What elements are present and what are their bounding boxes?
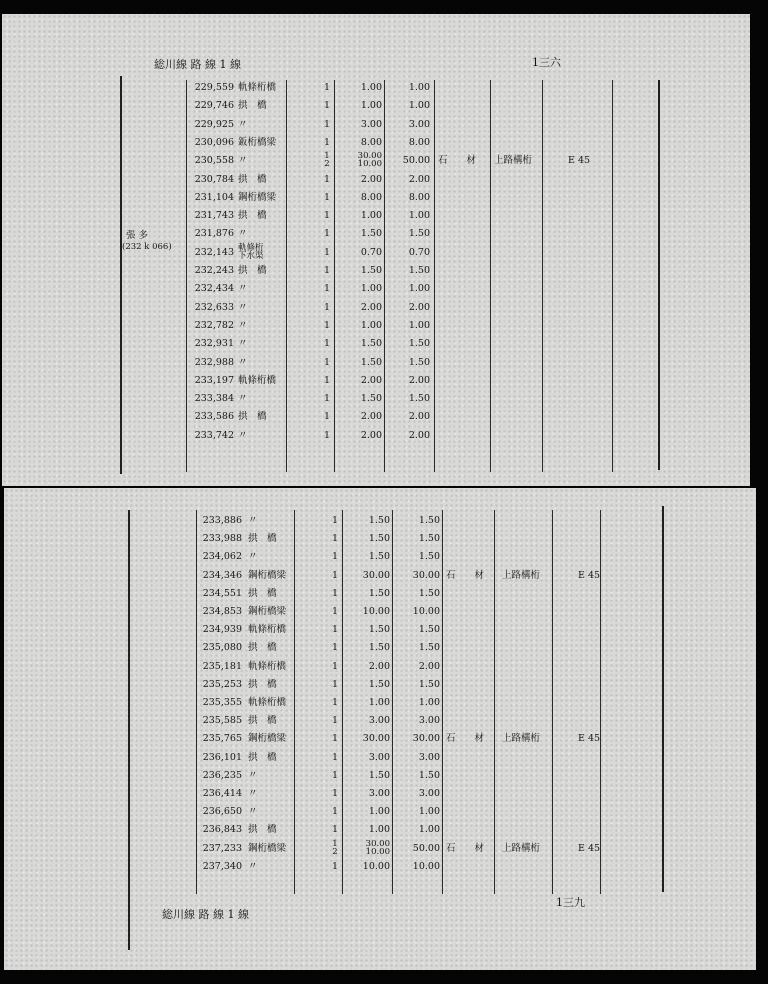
row-span-length: 1.00 (360, 283, 382, 295)
row-load-class: E 45 (578, 569, 601, 581)
row-km: 232,782 (194, 319, 234, 331)
row-total-length: 1.50 (418, 642, 440, 654)
row-km: 230,096 (194, 136, 234, 148)
row-span-length: 0.70 (360, 246, 382, 258)
row-km: 231,104 (194, 191, 234, 203)
row-total-length: 2.00 (418, 660, 440, 672)
row-km: 229,746 (194, 100, 234, 112)
row-total-length: 1.50 (408, 265, 430, 276)
row-km: 229,925 (194, 118, 234, 130)
row-span-length: 1.50 (360, 265, 382, 276)
table-rule (658, 80, 660, 470)
row-km: 234,939 (202, 624, 242, 636)
row-span-length: 3.00 (368, 788, 390, 799)
row-span-length: 1.00 (360, 319, 382, 331)
row-span-count: 1 (323, 136, 331, 148)
row-km: 233,384 (194, 393, 234, 405)
row-span-length: 1.50 (360, 393, 382, 405)
row-total-length: 10.00 (412, 606, 440, 617)
row-total-length: 1.50 (418, 515, 440, 526)
row-material: 石 材 (438, 155, 477, 167)
row-km: 234,551 (202, 587, 242, 599)
row-span-count: 1 (323, 374, 331, 386)
row-span-count: 1 (323, 411, 331, 423)
row-span-length: 1.50 (360, 338, 382, 350)
row-span-length: 1.00 (360, 82, 382, 93)
row-span-length: 30.00 10.00 (357, 151, 382, 170)
column-rule (434, 80, 435, 472)
row-total-length: 2.00 (408, 374, 430, 386)
page-number: 1三六 (532, 56, 561, 69)
row-span-length: 2.00 (360, 301, 382, 313)
row-span-length: 1.00 (368, 806, 390, 818)
page-footer-left: 総川線 路 線 1 線 (162, 908, 249, 921)
row-km: 235,765 (202, 733, 242, 745)
row-km: 236,650 (202, 806, 242, 818)
row-km: 229,559 (194, 82, 234, 93)
row-span-length: 30.00 (362, 569, 390, 581)
row-km: 231,743 (194, 210, 234, 222)
row-span-count: 1 2 (332, 838, 338, 857)
row-structure-type: 拱 橋 (238, 100, 267, 112)
row-structure-type: 軌條桁橋 (238, 374, 277, 386)
row-structure-type: 軌條桁橋 (248, 697, 287, 708)
row-total-length: 30.00 (412, 733, 440, 745)
row-total-length: 1.50 (418, 533, 440, 545)
row-structure-type: 軌條桁橋 (238, 82, 277, 93)
row-structure-type: 拱 橋 (248, 678, 277, 690)
row-total-length: 1.50 (408, 393, 430, 405)
row-structure-type: 〃 (248, 769, 258, 781)
row-span-count: 1 (323, 100, 331, 112)
row-span-length: 2.00 (360, 411, 382, 423)
row-km: 235,585 (202, 715, 242, 727)
row-structure-type: 〃 (238, 118, 248, 130)
row-span-length: 1.00 (360, 210, 382, 222)
row-span-count: 1 (331, 824, 339, 836)
row-total-length: 1.00 (408, 210, 430, 222)
row-span-length: 1.50 (368, 642, 390, 654)
row-span-count: 1 (323, 283, 331, 295)
row-total-length: 1.00 (408, 283, 430, 295)
row-total-length: 1.50 (408, 356, 430, 368)
table-rule (662, 506, 664, 892)
row-span-length: 30.00 (362, 733, 390, 745)
row-km: 233,988 (202, 533, 242, 545)
row-structure-type: 〃 (248, 515, 258, 526)
row-span-count: 1 (323, 429, 331, 441)
row-total-length: 1.50 (418, 587, 440, 599)
row-span-count: 1 (331, 678, 339, 690)
row-structure-type: 拱 橋 (248, 533, 277, 545)
row-total-length: 8.00 (408, 191, 430, 203)
row-span-count: 1 (331, 515, 339, 526)
row-structure-type: 軌條桁橋 (248, 660, 287, 672)
row-span-count: 1 (323, 265, 331, 276)
row-structure-type: 拱 橋 (248, 751, 277, 763)
row-span-length: 10.00 (362, 606, 390, 617)
column-rule (490, 80, 491, 472)
row-span-count: 1 (331, 806, 339, 818)
station-name: 張 多 (126, 230, 149, 241)
row-span-count: 1 (331, 569, 339, 581)
row-km: 233,886 (202, 515, 242, 526)
row-span-count: 1 (331, 788, 339, 799)
row-span-count: 1 (331, 697, 339, 708)
row-span-length: 1.50 (368, 624, 390, 636)
row-structure-type: 拱 橋 (238, 210, 267, 222)
row-structure-type: 拱 橋 (248, 715, 277, 727)
row-total-length: 1.00 (408, 82, 430, 93)
row-structure-type: 鋼桁橋梁 (248, 606, 287, 617)
row-total-length: 2.00 (408, 173, 430, 185)
row-total-length: 1.00 (408, 319, 430, 331)
row-km: 234,346 (202, 569, 242, 581)
row-structure-type: 〃 (248, 551, 258, 563)
row-floor-type: 上路構桁 (502, 733, 541, 745)
row-span-count: 1 (323, 191, 331, 203)
row-load-class: E 45 (578, 842, 601, 854)
row-km: 230,558 (194, 155, 234, 167)
row-total-length: 2.00 (408, 301, 430, 313)
row-km: 237,340 (202, 860, 242, 872)
row-span-count: 1 (331, 624, 339, 636)
row-material: 石 材 (446, 569, 485, 581)
row-total-length: 1.50 (418, 624, 440, 636)
table-rule (128, 510, 130, 950)
row-km: 233,197 (194, 374, 234, 386)
row-span-length: 2.00 (368, 660, 390, 672)
table-rule (120, 76, 122, 474)
row-total-length: 0.70 (408, 246, 430, 258)
row-span-count: 1 (331, 606, 339, 617)
column-rule (600, 510, 601, 894)
row-structure-type: 〃 (238, 429, 248, 441)
row-km: 232,633 (194, 301, 234, 313)
row-span-count: 1 (331, 587, 339, 599)
row-span-length: 1.50 (368, 587, 390, 599)
row-structure-type: 〃 (238, 338, 248, 350)
row-span-count: 1 (331, 733, 339, 745)
row-total-length: 8.00 (408, 136, 430, 148)
row-total-length: 1.50 (408, 338, 430, 350)
station-km: (232 k 066) (122, 242, 172, 252)
row-structure-type: 鋼桁橋梁 (248, 569, 287, 581)
row-km: 235,080 (202, 642, 242, 654)
row-span-length: 8.00 (360, 136, 382, 148)
row-span-count: 1 (331, 642, 339, 654)
row-km: 235,253 (202, 678, 242, 690)
row-km: 236,414 (202, 788, 242, 799)
row-km: 233,586 (194, 411, 234, 423)
row-structure-type: 軌條桁橋 (248, 624, 287, 636)
row-structure-type: 〃 (238, 356, 248, 368)
column-rule (442, 510, 443, 894)
row-span-count: 1 (331, 860, 339, 872)
column-rule (384, 80, 385, 472)
row-floor-type: 上路構桁 (502, 842, 541, 854)
top-page (2, 14, 750, 486)
row-km: 232,434 (194, 283, 234, 295)
row-km: 232,931 (194, 338, 234, 350)
row-total-length: 50.00 (412, 842, 440, 854)
row-structure-type: 拱 橋 (238, 265, 267, 276)
row-total-length: 3.00 (418, 788, 440, 799)
row-span-count: 1 (323, 228, 331, 240)
row-span-length: 1.50 (360, 356, 382, 368)
row-total-length: 1.00 (418, 697, 440, 708)
row-span-count: 1 (331, 533, 339, 545)
row-structure-type: 〃 (238, 301, 248, 313)
row-km: 235,181 (202, 660, 242, 672)
column-rule (334, 80, 335, 472)
column-rule (612, 80, 613, 472)
row-km: 236,235 (202, 769, 242, 781)
row-span-count: 1 (323, 118, 331, 130)
row-span-length: 1.00 (360, 100, 382, 112)
row-material: 石 材 (446, 733, 485, 745)
row-total-length: 1.00 (408, 100, 430, 112)
row-structure-type: 軌條桁 下水渠 (238, 242, 264, 261)
row-total-length: 2.00 (408, 411, 430, 423)
row-structure-type: 鋼桁橋梁 (248, 842, 287, 854)
row-total-length: 1.50 (418, 678, 440, 690)
row-structure-type: 鋼桁橋梁 (238, 191, 277, 203)
row-load-class: E 45 (568, 155, 591, 167)
row-km: 236,101 (202, 751, 242, 763)
row-structure-type: 鈑桁橋梁 (238, 136, 277, 148)
row-km: 236,843 (202, 824, 242, 836)
column-rule (552, 510, 553, 894)
row-span-count: 1 (323, 210, 331, 222)
column-rule (392, 510, 393, 894)
row-span-length: 1.00 (368, 697, 390, 708)
row-span-length: 1.50 (368, 678, 390, 690)
row-span-length: 1.00 (368, 824, 390, 836)
row-span-length: 3.00 (368, 751, 390, 763)
row-structure-type: 拱 橋 (248, 824, 277, 836)
row-structure-type: 〃 (238, 228, 248, 240)
row-span-count: 1 (331, 551, 339, 563)
row-span-count: 1 2 (324, 151, 330, 170)
row-span-length: 1.50 (360, 228, 382, 240)
row-structure-type: 〃 (248, 788, 258, 799)
row-km: 234,062 (202, 551, 242, 563)
row-span-length: 3.00 (368, 715, 390, 727)
row-total-length: 3.00 (418, 715, 440, 727)
row-floor-type: 上路構桁 (494, 155, 533, 167)
row-span-length: 2.00 (360, 429, 382, 441)
row-total-length: 1.50 (418, 551, 440, 563)
row-span-length: 3.00 (360, 118, 382, 130)
row-km: 232,143 (194, 246, 234, 258)
row-span-length: 2.00 (360, 374, 382, 386)
column-rule (494, 510, 495, 894)
row-structure-type: 〃 (248, 806, 258, 818)
row-span-count: 1 (323, 301, 331, 313)
row-span-count: 1 (323, 338, 331, 350)
row-span-length: 30.00 10.00 (365, 838, 390, 857)
row-structure-type: 拱 橋 (238, 173, 267, 185)
row-span-length: 1.50 (368, 551, 390, 563)
row-km: 232,243 (194, 265, 234, 276)
row-total-length: 2.00 (408, 429, 430, 441)
bottom-page (4, 488, 756, 970)
row-span-count: 1 (323, 173, 331, 185)
row-structure-type: 拱 橋 (238, 411, 267, 423)
page-number: 1三九 (556, 896, 585, 909)
row-span-count: 1 (331, 715, 339, 727)
row-span-count: 1 (323, 246, 331, 258)
row-km: 235,355 (202, 697, 242, 708)
row-total-length: 50.00 (402, 155, 430, 167)
row-span-count: 1 (323, 319, 331, 331)
column-rule (542, 80, 543, 472)
row-structure-type: 〃 (238, 155, 248, 167)
row-span-count: 1 (323, 82, 331, 93)
row-structure-type: 〃 (238, 283, 248, 295)
row-span-length: 1.50 (368, 533, 390, 545)
row-km: 234,853 (202, 606, 242, 617)
row-total-length: 3.00 (418, 751, 440, 763)
row-km: 233,742 (194, 429, 234, 441)
row-span-count: 1 (331, 751, 339, 763)
row-span-length: 8.00 (360, 191, 382, 203)
row-total-length: 1.50 (408, 228, 430, 240)
row-material: 石 材 (446, 842, 485, 854)
row-total-length: 1.00 (418, 824, 440, 836)
row-span-count: 1 (331, 769, 339, 781)
row-total-length: 3.00 (408, 118, 430, 130)
row-span-count: 1 (323, 393, 331, 405)
row-load-class: E 45 (578, 733, 601, 745)
row-km: 232,988 (194, 356, 234, 368)
row-structure-type: 〃 (238, 393, 248, 405)
row-span-length: 10.00 (362, 860, 390, 872)
row-structure-type: 拱 橋 (248, 587, 277, 599)
row-total-length: 1.50 (418, 769, 440, 781)
row-total-length: 1.00 (418, 806, 440, 818)
row-structure-type: 拱 橋 (248, 642, 277, 654)
row-span-length: 2.00 (360, 173, 382, 185)
row-km: 230,784 (194, 173, 234, 185)
row-km: 237,233 (202, 842, 242, 854)
row-floor-type: 上路構桁 (502, 569, 541, 581)
row-span-length: 1.50 (368, 515, 390, 526)
row-span-count: 1 (331, 660, 339, 672)
row-total-length: 10.00 (412, 860, 440, 872)
column-rule (342, 510, 343, 894)
row-km: 231,876 (194, 228, 234, 240)
row-span-length: 1.50 (368, 769, 390, 781)
row-structure-type: 〃 (248, 860, 258, 872)
page-header-left: 総川線 路 線 1 線 (154, 58, 241, 71)
row-span-count: 1 (323, 356, 331, 368)
row-total-length: 30.00 (412, 569, 440, 581)
row-structure-type: 鋼桁橋梁 (248, 733, 287, 745)
row-structure-type: 〃 (238, 319, 248, 331)
